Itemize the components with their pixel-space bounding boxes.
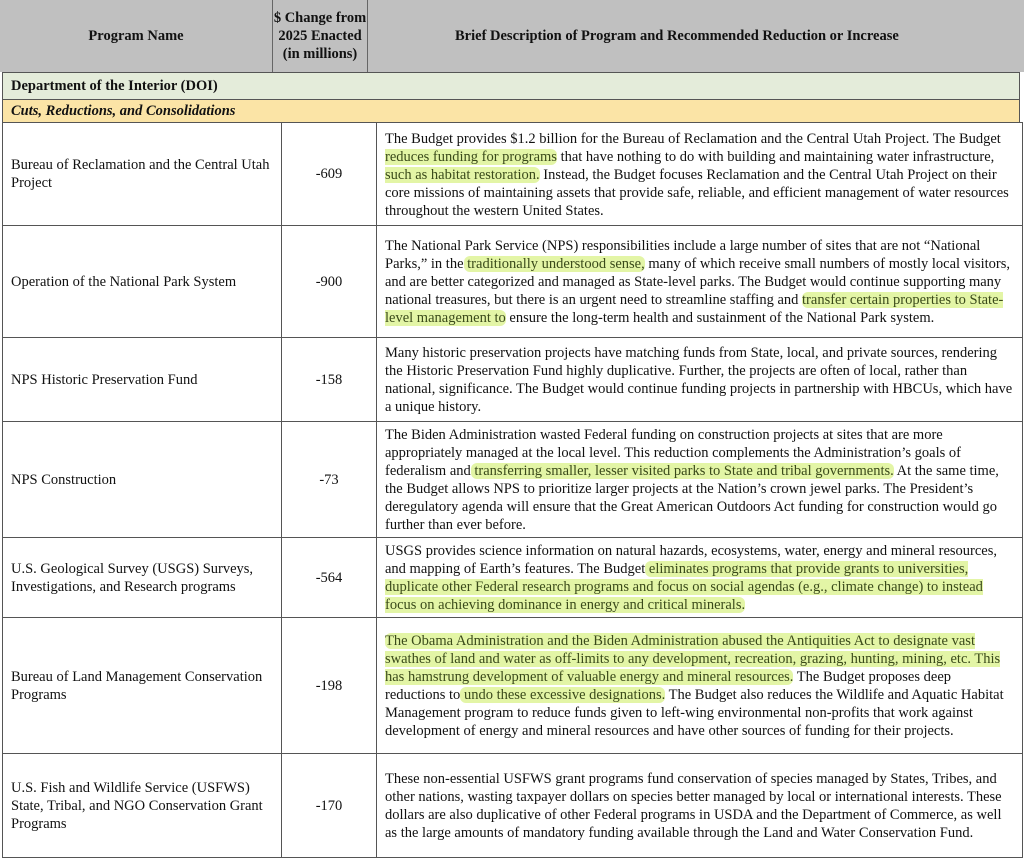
- description-text: many of which receive small numbers of mostly local visitors, and are better categorized and managed as State-level parks. The Budget would continue supporting many national treasures, but there is an urgent need to streamline staffing and: [385, 256, 1010, 308]
- table-row: [3, 422, 1023, 538]
- description-text: At the same time, the Budget allows NPS to prioritize larger projects at the Nation’s crown jewel parks. The President’s deregulatory agenda will ensure that the Great American Outdoors Act funding for construction would go further than ever before.: [385, 463, 999, 533]
- budget-table: [2, 122, 1023, 858]
- description-cell: [377, 754, 1023, 858]
- program-name-cell: U.S. Fish and Wildlife Service (USFWS) State, Tribal, and NGO Conservation Grant Programs: [3, 754, 282, 858]
- description-text: ensure the long-term health and sustainment of the National Park system.: [505, 310, 935, 326]
- highlighted-text: transferring smaller, lesser visited parks to State and tribal governments.: [470, 463, 894, 479]
- change-value-cell: -158: [282, 338, 377, 422]
- program-name-cell: Bureau of Land Management Conservation Programs: [3, 618, 282, 754]
- highlighted-text: transfer certain properties to State-level management to: [385, 292, 1004, 326]
- description-cell: [377, 618, 1023, 754]
- program-name-cell: Operation of the National Park System: [3, 226, 282, 338]
- header-change: $ Change from 2025 Enacted (in millions): [272, 0, 368, 72]
- table-row: [3, 226, 1023, 338]
- description-cell: [377, 338, 1023, 422]
- description-text: that have nothing to do with building and maintaining water infrastructure,: [556, 148, 995, 165]
- table-row: [3, 123, 1023, 226]
- description-cell: [377, 226, 1023, 338]
- header-program-name: Program Name: [88, 28, 184, 44]
- description-text: The Budget proposes deep reductions to: [385, 669, 952, 703]
- change-value-cell: -170: [282, 754, 377, 858]
- highlighted-text: eliminates programs that provide grants to universities, duplicate other Federal research programs and focus on social agendas (e.g., climate change) to instead focus on achieving dominance in energy and critical minerals.: [385, 561, 983, 613]
- description-text: The Biden Administration wasted Federal funding on construction projects at sites that are more appropriately managed at the local level. This reduction complements the Administration’s goals of federalism and: [385, 427, 961, 479]
- change-value-cell: -198: [282, 618, 377, 754]
- program-name-cell: Bureau of Reclamation and the Central Utah Project: [3, 123, 282, 226]
- table-row: [3, 754, 1023, 858]
- change-value-cell: -73: [282, 422, 377, 538]
- description-cell: [377, 123, 1023, 226]
- table-row: [3, 538, 1023, 618]
- highlighted-text: traditionally understood sense,: [463, 256, 645, 272]
- category-row: Cuts, Reductions, and Consolidations: [2, 99, 1020, 123]
- table-row: [3, 618, 1023, 754]
- department-row: Department of the Interior (DOI): [2, 72, 1020, 100]
- description-cell: [377, 422, 1023, 538]
- program-name-cell: NPS Construction: [3, 422, 282, 538]
- description-text: Many historic preservation projects have matching funds from State, local, and private sources, rendering the Historic Preservation Fund highly duplicative. Further, the projects are often of local, rather than national, significance. The Budget would continue funding projects in partnership with HBCUs, which have a unique history.: [385, 345, 1013, 415]
- program-name-cell: U.S. Geological Survey (USGS) Surveys, Investigations, and Research programs: [3, 538, 282, 618]
- table-row: [3, 338, 1023, 422]
- program-name-cell: NPS Historic Preservation Fund: [3, 338, 282, 422]
- change-value-cell: -564: [282, 538, 377, 618]
- header-description: Brief Description of Program and Recommended Reduction or Increase: [455, 28, 899, 44]
- highlighted-text: The Obama Administration and the Biden Administration abused the Antiquities Act to designate vast swathes of land and water as off-limits to any development, recreation, grazing, hunting, mining, etc. This has hamstrung development of valuable energy and mineral resources.: [385, 633, 1001, 685]
- description-cell: [377, 538, 1023, 618]
- description-text: Instead, the Budget focuses Reclamation and the Central Utah Project on their core missions of maintaining assets that provide safe, reliable, and efficient management of water resources throughout the western United States.: [385, 166, 1009, 219]
- description-text: The Budget also reduces the Wildlife and Aquatic Habitat Management program to reduce funds given to left-wing environmental non-profits that work against development of energy and mineral resources and have other sources of funding for their projects.: [385, 687, 1004, 739]
- table-header: [0, 0, 1024, 72]
- description-text: USGS provides science information on natural hazards, ecosystems, water, energy and mineral resources, and mapping of Earth’s features. The Budget: [385, 543, 997, 577]
- change-value-cell: -900: [282, 226, 377, 338]
- description-text: The National Park Service (NPS) responsibilities include a large number of sites that are not “National Parks,” in the: [385, 238, 981, 272]
- highlighted-text: undo these excessive designations.: [460, 687, 666, 703]
- change-value-cell: -609: [282, 123, 377, 226]
- description-text: These non-essential USFWS grant programs fund conservation of species managed by States, Tribes, and other nations, wasting taxpayer dollars on species better managed by local or international interests. These dollars are also duplicative of other Federal programs in USDA and the Department of Commerce, as well as the large amounts of mandatory funding available through the Land and Water Conservation Fund.: [385, 771, 1002, 841]
- highlighted-text: reduces funding for programs: [385, 148, 557, 165]
- highlighted-text: such as habitat restoration.: [385, 166, 540, 183]
- description-text: The Budget provides $1.2 billion for the Bureau of Reclamation and the Central Utah Project. The Budget: [385, 130, 1001, 147]
